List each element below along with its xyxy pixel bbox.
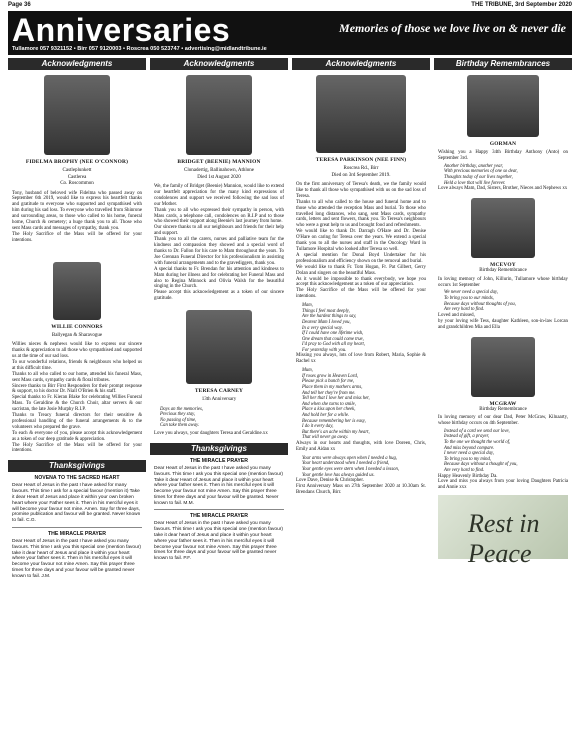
anniversaries-banner [8,11,572,55]
notice-poem: Your arms were always open when I needed a hug, Your heart understood when I needed a friend, Your gentle eyes were stern when I needed a lesson, Your gentle love has always guided us. [302,455,400,478]
notice-subtitle: Birthday Remembrance [479,406,527,412]
notice-name: TERESA PARKINSON (NEE FINN) [315,157,407,163]
notice-text: We, the family of Bridget (Beenie) Mannion, would like to extend our heartfelt appreciation for the many kind expressions of condolences and support we received following the sad loss of our Mother. Thank you to all who expressed their sympathy in person, with Mass cards, a telephone call, condolences on R.I.P and to those who showed their support along Beenie's last journey from home. Our sincere thanks to all our neighbours and friends for their help and support. Thank you to all the carers, nurses and palliative team for the kindness and compassion they showed and a special word of thanks to Dr. Fallon for his care to Mam throughout the years. To Joe Grennan Funeral Director for his professionalism in assisting with funeral arrangements and to the gravediggers, thank you. A special thanks to Fr. Brendan for his attention and kindness to Mam during her illness and for celebrating her Funeral Mass and also to Regina Minnock and Olivia Walsh for the beautiful singing in the Church. Please accept this acknowledgement as a token of our sincere gratitude. [154,184,284,302]
portrait-photo [467,75,539,137]
section-header: Thanksgivings [8,460,146,472]
notice-address: Clonadertig, Ballinahown, Athlone Died 1st August 2020 [184,168,254,180]
prayer-title: NOVENA TO THE SACRED HEART [34,475,120,482]
prayer-text: Dear Heart of Jesus in the past I have asked for many favours. This time I ask for a special favour (mention it) Take it dear Heart of Jesus and place it within your own broken heart where your Father sees it. Then in his merciful eyes it will become your favour not mine. Amen. Say for three days, promise publication and favour will be granted. Never known to fail. C.G. [12,483,141,524]
section-header: Acknowledgments [292,58,430,70]
notice-text: In loving memory of John, Killurin, Tullamore whose birthday occurs 1st September [438,276,568,288]
rest-in-peace-graphic [438,495,568,569]
notice-address: Ballyegan & Sharavogue [51,332,103,338]
column-4 [434,58,572,730]
prayer-text: Dear Heart of Jesus in the past I have asked you many favours. This time I ask you this special one (mention favour) take it dear heart of Jesus and place it within your heart where your father sees it. Then in his merciful eyes it will become your favour not mine Amen. Say this prayer three times for three days and your favour will be granted never known to fail. J.M. [12,538,141,579]
notice-text: Love you always, your daughters Teresa and Geraldine.xx [154,431,268,436]
notice-text: Tony, husband of beloved wife Fidelma who passed away on September 6th 2019, would like to express his heartfelt thanks and gratitude to everyone who supported and sympathised with him during his sad loss. To everyone who travelled from Shinrone and surrounding areas, to those who called to his home, funeral home, Church & cemetery; a huge thank you to all. Those who sent Mass cards and messages of sympathy, thank you. The Holy Sacrifice of the Mass will be offered for your intentions. [12,190,142,243]
portrait-photo [186,75,252,155]
notice-text: Love always Mam, Dad, Sisters, Brother, Nieces and Nephews xx [438,186,568,192]
notice-poem: Instead of a card we send our love, Instead of gift, a prayer, To the one we thought the world of, And miss beyond compare. I never need a special day, To bring you to my mind, Because days without a thought of you, Are very hard to find. [444,428,518,473]
notice-text: Wishing you a Happy 34th Birthday Anthony (Anto) on September 3rd. [438,150,568,161]
column-1 [8,58,146,730]
notice-text: On the first anniversary of Teresa's death, we the family would like to thank all those who sympathised with us on the sad loss of Teresa. Thanks to all who called to the house and funeral home and to those who attended the reception Mass and burial. To those who travelled long distances, who sang, sent Mass cards, sympathy cards, letters and sent flowers, thank you. To Teresa's neighbours who were a great help to us and brought food and refreshments. We would like to thank Dr. Darragh O'Hare and Dr. Denise O'Hare on caring for Teresa over the years. We extend a special thank you to all the nurses and staff in the Oncology Ward in Tullamore Hospital who looked after Teresa so well. A special mention for Donal Boyd Undertaker for his professionalism and efficiency shown on the removal and burial. We would like to thank Fr. Tom Hogan, Fr. Pat Gilbert, Gerry Dolan and singers on the beautiful Mass. As it would be impossible to thank everybody, we hope you accept this acknowledgement as a token of our appreciation. The Holy Sacrifice of the Mass will be offered for your intentions. [296,182,426,300]
notice-address: 13th Anniversary [201,397,237,403]
portrait-photo [316,75,406,153]
notice-poem: We never need a special day, To bring you to our minds, Because days without thoughts of you, Are very hard to find. [444,290,516,313]
section-header: Birthday Remembrances [434,58,572,70]
notice-name: GORMAN [489,141,517,147]
section-header: Thanksgivings [150,443,288,455]
notice-poem: Mum, If roses grow in Heaven Lord, Please pick a bunch for me, Place them in my mothers arms, And tell her they're from me. Tell her that I love her and miss her, And when she turns to smile, Place a kiss upon her cheek, And hold her for a while. Because remembering her is easy, I do it every day, But there's an ache within my heart, That will never go away. [302,368,370,441]
notice-name: MCEVOY [490,262,516,269]
notice-poem: Another birthday, another year, With precious memories of one so dear, Thoughts today of our lives together, Held a love that will live forever. [444,163,518,186]
notice-name: FIDELMA BROPHY (NEE O'CONNOR) [25,159,129,165]
notice-text: In loving memory of our dear Dad, Peter McGraw, Kilnaarty, whose birthday occurs on 4th September. [438,415,568,426]
notice-text: Always in our hearts and thoughts, with love Doreen, Chris, Emily and Aidan xx [296,441,426,452]
notice-text: Missing you always, lots of love from Robert, Maria, Sophie & Rachel xx [296,353,426,365]
notice-poem: Days an the memories, Precious they stay, No passing of time, Can take them away. [160,406,203,429]
notice-address: Castleplunkett Castlerea Co. Roscommon [60,168,94,186]
prayer-text: Dear Heart of Jesus in the past I have asked you many favours. This time I ask you this special one (mention favour) take it dear heart of Jesus and place it within your heart where your father sees it. Then in his merciful eyes it will become your favour not mine Amen. Say this prayer three times for three days and your favour will be granted never known to fail. P.F. [154,521,283,562]
page-number: Page 36 [8,2,31,8]
notice-text: Love Dave, Denise & Christopher. First Anniversary Mass on 27th September 2020 at 10.30am St. Brendans Church, Birr. [296,478,426,495]
notice-name: MCGRAW [489,400,517,407]
portrait-photo [53,262,101,320]
notice-address: Roscrea Rd., Birr Died on 3rd September 2019. [331,166,391,178]
notice-text: Loved and missed, by your loving wife Tess, daughter Kathleen, son-in-law Lorcan and grandchildren Mia and Ella [438,312,568,330]
rip-lettering: Rest in Peace [468,509,540,569]
column-3 [292,58,430,730]
banner-tagline: Memories of those we love live on & never die [339,21,566,35]
portrait-photo [471,337,535,397]
notice-name: WILLIE CONNORS [51,323,103,330]
notice-text: Willies nieces & nephews would like to express our sincere thanks & appreciation to all those who sympathised and supported us at the time of our sad loss. To our wonderful relations, friends & neighbours who helped us at this difficult time. Thanks to all who called to our home, attended his funeral Mass, sent Mass cards, sympathy cards & floral tributes. Sincere thanks to Birr First Responders for their prompt response & support, to his doctor Dr. Niall O'Brien & his staff. Special thanks to Fr. Kieran Blake for celebrating Willies Funeral Mass. To Geraldine & the Church Choir, altar servers & our sacristan, the late Josie Murphy R.I.P. Thanks to Treacy funeral directors for their sensitive & professional handling of the funeral arrangements & to the volunteers who prepared the grave. To each & everyone of you, please accept this acknowledgement as a token of our deep gratitude & appreciation. The Holy Sacrifice of the Mass will be offered for your intentions. [12,342,142,454]
notice-name: TERESA CARNEY [194,388,244,395]
paper-date: THE TRIBUNE, 3rd September 2020 [471,2,572,8]
banner-contact: Tullamore 057 9321152 • Birr 057 9120003 • Roscrea 050 523747 • advertising@midlandtribune.ie [12,46,267,52]
prayer-title: THE MIRACLE PRAYER [189,513,249,520]
notice-text: Happy Heavenly Birthday Da. Love and miss you always from your loving Daughters Patricia and Annie xxx [438,473,568,491]
prayer-text: Dear Heart of Jesus in the past I have asked you many favours. This time I ask you this special one (mention favour) Take it dear Heart of Jesus and place it within your heart where your father sees it. Then in his merciful eyes it will become your favour not mine Amen. Say this prayer three times for three days and your favour will be granted. Never known to fail. M.M. [154,465,283,506]
portrait-photo [471,198,535,258]
divider [12,527,142,528]
column-2 [150,58,288,730]
portrait-photo [186,310,252,384]
notice-name: BRIDGET (BEENIE) MANNION [177,159,261,165]
section-header: Acknowledgments [8,58,146,70]
banner-title: Anniversaries [12,12,231,48]
divider [154,509,284,510]
section-header: Acknowledgments [150,58,288,70]
prayer-title: THE MIRACLE PRAYER [189,457,249,464]
prayer-title: THE MIRACLE PRAYER [47,530,107,537]
portrait-photo [44,75,110,155]
notice-subtitle: Birthday Remembrance [479,268,527,274]
notice-poem: Mam, Things I feel most deeply, Are the hardest things to say, Dearest Mam I loved you, In a very special way. If I could have one lifetime wish, One dream that could come true, I'd pray to God with all my heart, For yesterday with you. [302,303,365,353]
